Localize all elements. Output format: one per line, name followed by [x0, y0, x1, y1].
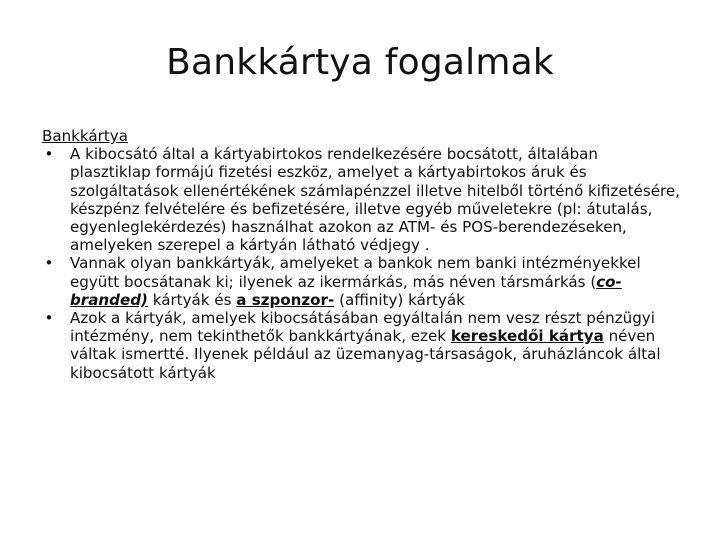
sponsor-term: a szponzor- — [236, 290, 335, 309]
slide-title: Bankkártya fogalmak — [166, 42, 554, 83]
bullet-text-part: (affinity) kártyák — [334, 290, 465, 309]
bullet-icon: • — [44, 254, 54, 273]
bullet-item-1 — [42, 145, 682, 254]
bullet-list — [42, 145, 682, 382]
bullet-item-3 — [42, 309, 682, 382]
bullet-text-part: Vannak olyan bankkártyák, amelyeket a bankok nem banki intézményekkel együtt bocsátanak ki; ilyenek az ikermárkás, más néven társmárkás ( — [70, 254, 641, 291]
section-heading: Bankkártya — [42, 127, 128, 145]
cobranded-term: co-branded) — [70, 272, 622, 309]
bullet-text-part: Azok a kártyák, amelyek kibocsátásában egyáltalán nem vesz részt pénzügyi intézmény, nem tekinthetők bankkártyának, ezek — [70, 309, 655, 346]
bullet-item-2 — [42, 254, 682, 309]
bullet-icon: • — [44, 309, 54, 328]
bullet-icon: • — [44, 145, 54, 164]
bullet-text-part: néven váltak ismertté. Ilyenek például az üzemanyag-társaságok, áruházláncok által kibocsátott kártyák — [70, 327, 661, 382]
bullet-text-part: kártyák és — [147, 290, 237, 309]
merchant-card-term: kereskedői kártya — [450, 327, 604, 346]
slide-body — [42, 127, 682, 382]
bullet-text: A kibocsátó által a kártyabirtokos rendelkezésére bocsátott, általában plasztiklap formájú fizetési eszköz, amelyet a kártyabirtokos áruk és szolgáltatások ellenértékének számlapénzzel illetve hitelből történő kifizetésére, készpénz felvételére és befizetésére, illetve egyéb műveletekre (pl: átutalás, egyenleglekérdezés) használhat azokon az ATM- és POS-berendezéseken, amelyeken szerepel a kártyán látható védjegy . — [70, 145, 680, 255]
